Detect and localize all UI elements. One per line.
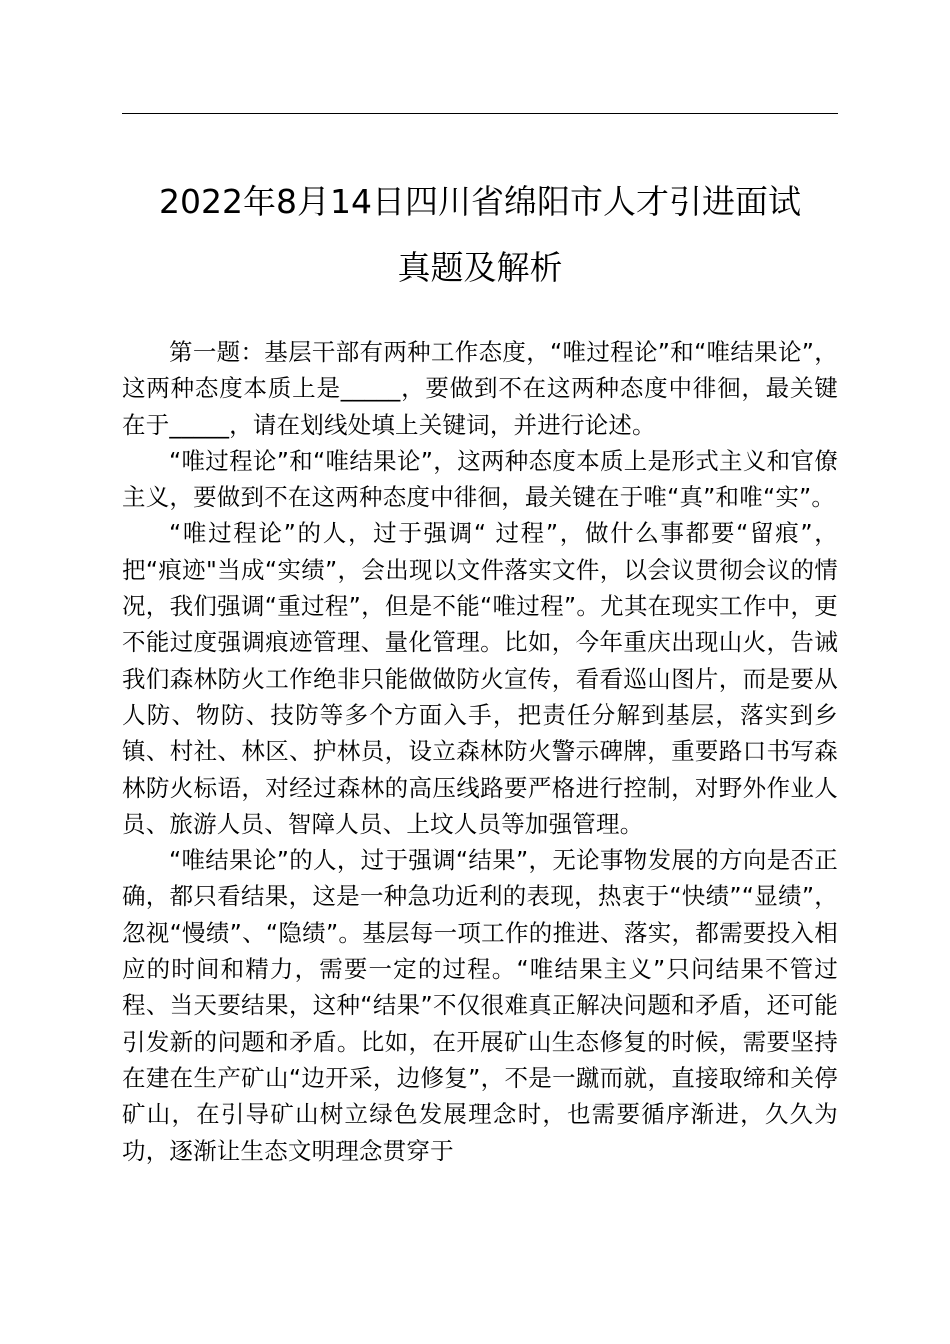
paragraph-question: 第一题：基层干部有两种工作态度，“唯过程论”和“唯结果论”，这两种态度本质上是_____，要做到不在这两种态度中徘徊，最关键在于_____，请在划线处填上关键词，并进行论述。 [122,338,838,439]
document-body [122,334,838,1169]
document-title-line-1: 2022年8月14日四川省绵阳市人才引进面试 [159,182,801,221]
paragraph-result-theory: “唯结果论”的人，过于强调“结果”，无论事物发展的方向是否正确，都只看结果，这是一种急功近利的表现，热衷于“快绩”“显绩”，忽视“慢绩”、“隐绩”。基层每一项工作的推进、落实，都需要投入相应的时间和精力，需要一定的过程。“唯结果主义”只问结果不管过程、当天要结果，这种“结果”不仅很难真正解决问题和矛盾，还可能引发新的问题和矛盾。比如，在开展矿山生态修复的时候，需要坚持在建在生产矿山“边开采，边修复”，不是一蹴而就，直接取缔和关停矿山，在引导矿山树立绿色发展理念时，也需要循序渐进，久久为功，逐渐让生态文明理念贯穿于 [122,846,838,1165]
paragraph-process-theory: “唯过程论”的人，过于强调“ 过程”，做什么事都要“留痕”，把“痕迹"当成“实绩”，会出现以文件落实文件，以会议贯彻会议的情况，我们强调“重过程”，但是不能“唯过程”。尤其在现实工作中，更不能过度强调痕迹管理、量化管理。比如，今年重庆出现山火，告诫我们森林防火工作绝非只能做做防火宣传，看看巡山图片，而是要从人防、物防、技防等多个方面入手，把责任分解到基层，落实到乡镇、村社、林区、护林员，设立森林防火警示碑牌，重要路口书写森林防火标语，对经过森林的高压线路要严格进行控制，对野外作业人员、旅游人员、智障人员、上坟人员等加强管理。 [122,519,838,838]
header-rule [122,113,838,114]
document-title-line-2: 真题及解析 [397,248,563,287]
paragraph-answer-summary: “唯过程论”和“唯结果论”，这两种态度本质上是形式主义和官僚主义，要做到不在这两种态度中徘徊，最关键在于唯“真”和唯“实”。 [122,446,838,512]
